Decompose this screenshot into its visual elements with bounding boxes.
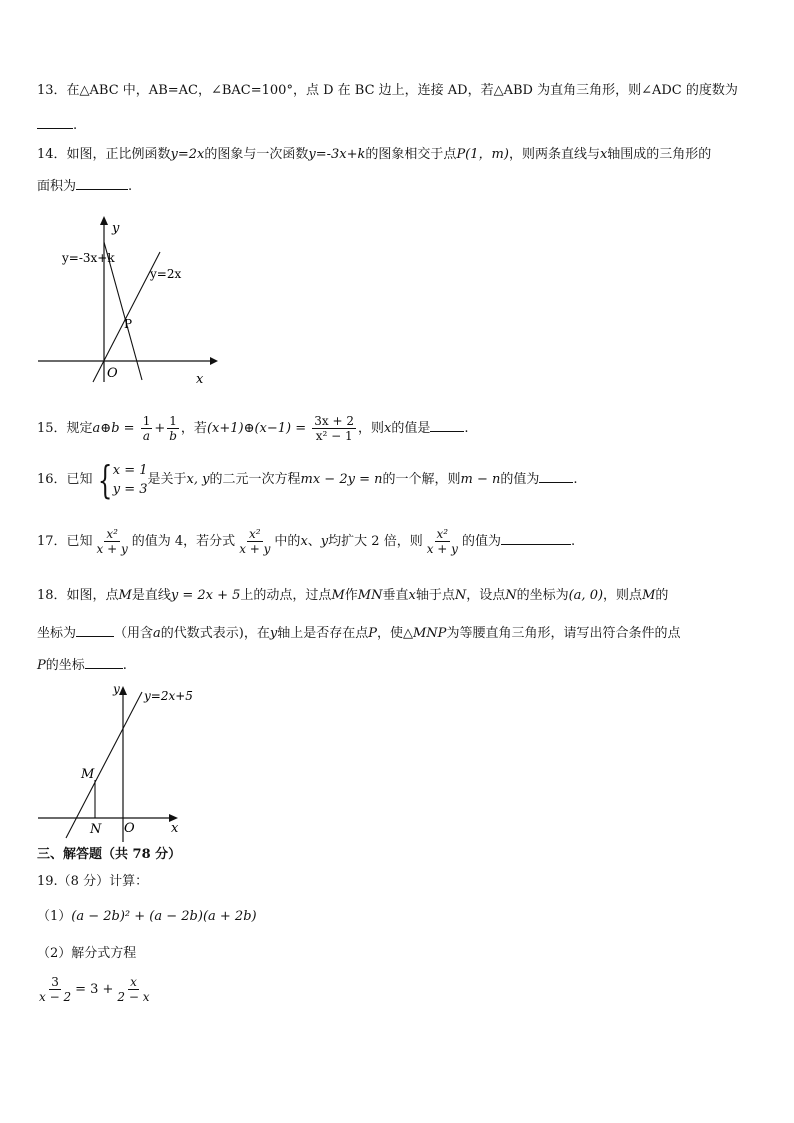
question-14: 14．如图，正比例函数y=2x的图象与一次函数y=-3x+k的图象相交于点P(1，m)，则两条直线与x轴围成的三角形的 xyxy=(37,147,712,162)
question-17: 17．已知 $\frac{\text{x²}}{x + y}$ 的值为 4，若分式 $\frac{\text{x²}}{x + y}$ 中的x、y均扩大 2 倍，则 $\frac{\text{x²}}{x + y}$ 的值为 . xyxy=(37,527,576,556)
question-18: 18．如图，点M是直线y = 2x + 5上的动点，过点M作MN垂直x轴于点N，设点N的坐标为(a, 0)，则点M的 xyxy=(37,588,669,603)
q18-n-label: N xyxy=(90,822,102,837)
q16-answer-blank[interactable] xyxy=(539,468,573,483)
q18-origin-label: O xyxy=(124,821,135,836)
q18-line-label: y=2x+5 xyxy=(144,689,193,703)
q17-frac-3: $\frac{\text{x²}}{x + y}$ xyxy=(426,527,458,556)
q13-answer-blank[interactable] xyxy=(37,114,73,129)
q14-x-label: x xyxy=(196,372,204,387)
q17-answer-blank[interactable] xyxy=(501,530,571,545)
q17-frac-1: $\frac{\text{x²}}{x + y}$ xyxy=(96,527,128,556)
q16-system: x = 1 y = 3 xyxy=(112,462,148,497)
q14-answer-blank[interactable] xyxy=(76,175,128,190)
q18-answer-blank-p[interactable] xyxy=(85,654,123,669)
q16-brace: { xyxy=(97,457,112,502)
q14-y-label: y xyxy=(112,221,120,236)
q18-x-label: x xyxy=(171,821,179,836)
question-15: 15．规定a⊕b = $\frac{1}{a}$ + $\frac{1}{b}$ ，若(x+1)⊕(x−1) = $\frac{3x + 2}{\text{x² − 1}}$ ，则x的值是 . xyxy=(37,414,469,443)
q15-frac-rhs: $\frac{3x + 2}{\text{x² − 1}}$ xyxy=(314,414,355,443)
question-19-part-1: （1）(a − 2b)² + (a − 2b)(a + 2b) xyxy=(37,909,257,924)
q18-m-label: M xyxy=(81,767,95,782)
section-heading: 三、解答题（共 78 分） xyxy=(37,847,182,862)
q18-graph xyxy=(32,680,202,845)
question-13 xyxy=(37,81,738,101)
q18-y-arrow xyxy=(119,686,127,695)
q18-y-label: y xyxy=(113,682,120,696)
question-19-part-2-label: （2）解分式方程 xyxy=(37,946,137,961)
q19-frac-right: $\frac{x}{2 - x}$ xyxy=(117,975,150,1004)
q15-frac-1-over-a: $\frac{1}{a}$ xyxy=(142,414,151,443)
q14-x-arrow xyxy=(210,357,218,365)
q14-line2-label: y=2x xyxy=(150,267,182,281)
q18-answer-blank-m[interactable] xyxy=(76,622,114,637)
q19-frac-left: $\frac{3}{x - 2}$ xyxy=(39,975,72,1004)
q14-line1-label: y=-3x+k xyxy=(62,251,115,265)
q14-graph xyxy=(30,212,230,392)
question-16: 16．已知 { x = 1 y = 3 是关于x, y的二元一次方程mx − 2y = n的一个解，则m − n的值为 . xyxy=(37,457,578,502)
q14-origin-label: O xyxy=(107,366,118,381)
q14-point-p-label: P xyxy=(124,317,133,331)
q15-answer-blank[interactable] xyxy=(430,417,464,432)
question-18-line-3: P的坐标 . xyxy=(37,654,127,676)
question-18-line-2: 坐标为 （用含a的代数式表示)，在y轴上是否存在点P，使△MNP为等腰直角三角形，请写出符合条件的点 xyxy=(37,622,680,644)
q14-y-arrow xyxy=(100,216,108,225)
question-13-answer-line: . xyxy=(37,114,77,136)
question-19-part-2-equation: $\frac{3}{x - 2}$ = 3 + $\frac{x}{2 - x}$ xyxy=(39,975,150,1004)
q17-frac-2: $\frac{\text{x²}}{x + y}$ xyxy=(239,527,271,556)
question-19-title: 19.（8 分）计算： xyxy=(37,874,149,889)
question-14-answer-line: 面积为 . xyxy=(37,175,132,197)
q18-line xyxy=(66,692,142,838)
q15-frac-1-over-b: $\frac{1}{b}$ xyxy=(169,414,177,443)
q13-text: 13．在△ABC 中，AB=AC，∠BAC=100°，点 D 在 BC 边上，连接 AD，若△ABD 为直角三角形，则∠ADC 的度数为 xyxy=(37,83,738,98)
